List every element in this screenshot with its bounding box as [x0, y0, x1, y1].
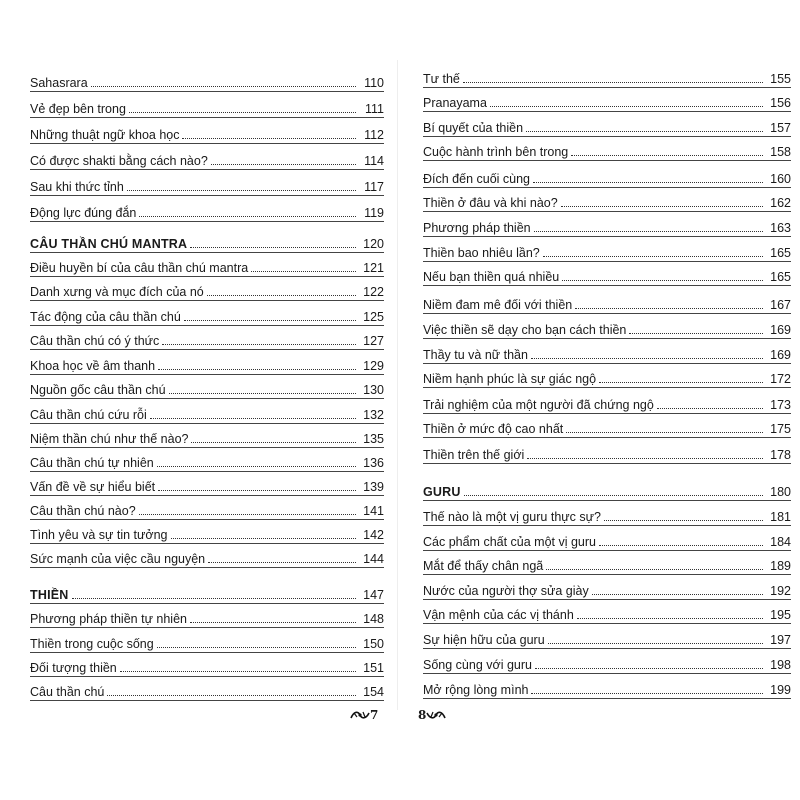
toc-entry-page-number: 127 — [363, 334, 384, 348]
toc-entry-page-number: 197 — [770, 633, 791, 647]
entry-underline — [30, 495, 384, 496]
dot-leader — [129, 100, 356, 113]
toc-entry — [423, 264, 791, 284]
toc-entry — [30, 174, 384, 194]
toc-entry-title: Tình yêu và sự tin tưởng — [30, 528, 168, 542]
toc-entry-page-number: 156 — [770, 96, 791, 110]
dot-leader — [158, 478, 356, 491]
toc-entry — [423, 292, 791, 312]
toc-entry — [423, 342, 791, 362]
toc-entry-page-number: 181 — [770, 510, 791, 524]
toc-entry — [30, 122, 384, 142]
entry-underline — [423, 313, 791, 314]
dot-leader — [657, 396, 763, 409]
toc-entry-page-number: 125 — [363, 310, 384, 324]
toc-entry-title: Sau khi thức tỉnh — [30, 180, 124, 194]
entry-underline — [30, 423, 384, 424]
entry-underline — [30, 471, 384, 472]
entry-underline — [30, 195, 384, 196]
dot-leader — [527, 446, 763, 459]
toc-entry-page-number: 135 — [363, 432, 384, 446]
dot-leader — [526, 119, 763, 132]
toc-entry-page-number: 157 — [770, 121, 791, 135]
toc-entry-title: Vẻ đẹp bên trong — [30, 102, 126, 116]
dot-leader — [592, 582, 763, 595]
toc-entry-page-number: 169 — [770, 348, 791, 362]
dot-leader — [158, 357, 356, 370]
entry-underline — [30, 325, 384, 326]
entry-underline — [30, 252, 384, 253]
dot-leader — [531, 681, 763, 694]
toc-entry-page-number: 184 — [770, 535, 791, 549]
dot-leader — [157, 635, 356, 648]
toc-entry — [423, 529, 791, 549]
entry-underline — [30, 374, 384, 375]
toc-entry — [30, 498, 384, 518]
toc-entry-title: Nếu bạn thiền quá nhiều — [423, 270, 560, 284]
toc-entry-title: Bí quyết của thiền — [423, 121, 524, 135]
toc-entry-title: Điều huyền bí của câu thần chú mantra — [30, 261, 249, 275]
entry-underline — [30, 169, 384, 170]
toc-entry-title: Nguồn gốc câu thần chú — [30, 383, 166, 397]
toc-entry-title: Niềm đam mê đối với thiền — [423, 298, 573, 312]
toc-section-heading — [423, 479, 791, 499]
toc-entry — [30, 304, 384, 324]
toc-entry-title: Khoa học về âm thanh — [30, 359, 156, 373]
entry-underline — [30, 700, 384, 701]
dot-leader — [575, 296, 763, 309]
entry-underline — [423, 550, 791, 551]
dot-leader — [182, 126, 356, 139]
entry-underline — [30, 221, 384, 222]
toc-entry-title: GURU — [423, 485, 461, 499]
toc-entry-page-number: 130 — [363, 383, 384, 397]
dot-leader — [91, 74, 356, 87]
toc-entry-title: Câu thần chú — [30, 685, 105, 699]
dot-leader — [561, 194, 763, 207]
dot-leader — [190, 610, 356, 623]
toc-entry-page-number: 136 — [363, 456, 384, 470]
toc-entry — [30, 328, 384, 348]
entry-underline — [30, 603, 384, 604]
toc-section-heading — [30, 582, 384, 602]
entry-underline — [423, 673, 791, 674]
dot-leader — [139, 204, 356, 217]
page-number-right: 8 — [418, 708, 427, 722]
entry-underline — [423, 648, 791, 649]
entry-underline — [30, 276, 384, 277]
toc-entry — [30, 200, 384, 220]
dot-leader — [184, 308, 356, 321]
toc-entry — [30, 279, 384, 299]
dot-leader — [566, 420, 763, 433]
toc-entry-title: Thiền ở đâu và khi nào? — [423, 196, 558, 210]
dot-leader — [251, 259, 356, 272]
toc-entry-page-number: 189 — [770, 559, 791, 573]
toc-entry-page-number: 167 — [770, 298, 791, 312]
toc-entry-title: Tư thế — [423, 72, 460, 86]
dot-leader — [208, 550, 356, 563]
dot-leader — [531, 346, 763, 359]
toc-entry-title: Mở rộng lòng mình — [423, 683, 529, 697]
dot-leader — [629, 321, 763, 334]
toc-entry-page-number: 169 — [770, 323, 791, 337]
toc-entry-page-number: 147 — [363, 588, 384, 602]
toc-entry-page-number: 122 — [363, 285, 384, 299]
page-gutter — [397, 60, 398, 710]
toc-entry — [423, 317, 791, 337]
toc-entry-page-number: 173 — [770, 398, 791, 412]
toc-entry-title: Câu thần chú nào? — [30, 504, 136, 518]
toc-entry-page-number: 163 — [770, 221, 791, 235]
toc-entry-title: Thầy tu và nữ thần — [423, 348, 528, 362]
dot-leader — [72, 586, 357, 599]
toc-entry — [30, 474, 384, 494]
toc-entry-page-number: 155 — [770, 72, 791, 86]
entry-underline — [423, 236, 791, 237]
toc-entry-title: Phương pháp thiền tự nhiên — [30, 612, 187, 626]
toc-entry-title: Niềm hạnh phúc là sự giác ngộ — [423, 372, 597, 386]
toc-entry-title: THIỀN — [30, 588, 69, 602]
toc-entry — [423, 578, 791, 598]
toc-entry-page-number: 199 — [770, 683, 791, 697]
footer-right — [418, 708, 446, 722]
toc-entry — [423, 504, 791, 524]
toc-entry — [30, 631, 384, 651]
toc-entry-title: Sức mạnh của việc cầu nguyện — [30, 552, 206, 566]
toc-entry — [423, 602, 791, 622]
entry-underline — [423, 500, 791, 501]
toc-entry-title: Nước của người thợ sửa giày — [423, 584, 589, 598]
toc-entry — [30, 426, 384, 446]
toc-entry-title: Phương pháp thiền — [423, 221, 531, 235]
toc-entry-title: CÂU THẦN CHÚ MANTRA — [30, 237, 188, 251]
toc-entry — [30, 679, 384, 699]
toc-entry — [423, 677, 791, 697]
toc-entry — [30, 96, 384, 116]
entry-underline — [423, 525, 791, 526]
toc-entry-page-number: 112 — [364, 128, 384, 142]
toc-entry-page-number: 192 — [770, 584, 791, 598]
toc-entry-page-number: 120 — [363, 237, 384, 251]
entry-underline — [30, 398, 384, 399]
toc-entry-page-number: 180 — [770, 485, 791, 499]
toc-entry — [423, 190, 791, 210]
toc-entry-page-number: 142 — [363, 528, 384, 542]
toc-entry-page-number: 114 — [364, 154, 384, 168]
toc-entry — [30, 148, 384, 168]
toc-entry-title: Tác động của câu thần chú — [30, 310, 181, 324]
toc-entry-title: Đích đến cuối cùng — [423, 172, 531, 186]
toc-entry-title: Đối tượng thiền — [30, 661, 117, 675]
toc-entry-title: Sự hiện hữu của guru — [423, 633, 545, 647]
toc-entry-page-number: 139 — [363, 480, 384, 494]
toc-section-heading — [30, 231, 384, 251]
entry-underline — [423, 111, 791, 112]
toc-entry-title: Câu thần chú cứu rỗi — [30, 408, 147, 422]
toc-entry — [30, 255, 384, 275]
toc-entry-page-number: 165 — [770, 270, 791, 284]
entry-underline — [423, 623, 791, 624]
dot-leader — [150, 406, 356, 419]
toc-entry-title: Thế nào là một vị guru thực sự? — [423, 510, 601, 524]
toc-entry-title: Mắt để thấy chân ngã — [423, 559, 544, 573]
entry-underline — [30, 143, 384, 144]
dot-leader — [120, 659, 356, 672]
dot-leader — [171, 526, 357, 539]
entry-underline — [30, 117, 384, 118]
toc-entry-page-number: 129 — [363, 359, 384, 373]
toc-entry-title: Việc thiền sẽ dạy cho bạn cách thiền — [423, 323, 627, 337]
entry-underline — [423, 463, 791, 464]
toc-entry-title: Thiền trên thế giới — [423, 448, 525, 462]
toc-entry — [423, 416, 791, 436]
toc-entry-title: Thiền trong cuộc sống — [30, 637, 154, 651]
entry-underline — [423, 338, 791, 339]
toc-entry-page-number: 175 — [770, 422, 791, 436]
toc-entry — [30, 70, 384, 90]
dot-leader — [535, 656, 763, 669]
toc-entry-title: Pranayama — [423, 96, 487, 110]
toc-entry-title: Các phẩm chất của một vị guru — [423, 535, 596, 549]
toc-entry-page-number: 154 — [363, 685, 384, 699]
dot-leader — [139, 502, 356, 515]
toc-entry-title: Trải nghiệm của một người đã chứng ngộ — [423, 398, 654, 412]
dot-leader — [211, 152, 356, 165]
entry-underline — [423, 136, 791, 137]
toc-entry — [423, 166, 791, 186]
dot-leader — [534, 219, 763, 232]
toc-entry-title: Vận mệnh của các vị thánh — [423, 608, 574, 622]
toc-entry — [30, 402, 384, 422]
toc-entry-page-number: 150 — [363, 637, 384, 651]
toc-entry-title: Có được shakti bằng cách nào? — [30, 154, 208, 168]
footer-left — [350, 708, 378, 722]
entry-underline — [423, 211, 791, 212]
entry-underline — [30, 349, 384, 350]
entry-underline — [30, 543, 384, 544]
entry-underline — [423, 437, 791, 438]
toc-entry-title: Thiền ở mức độ cao nhất — [423, 422, 564, 436]
entry-underline — [423, 187, 791, 188]
dot-leader — [604, 508, 763, 521]
toc-entry-page-number: 178 — [770, 448, 791, 462]
floral-ornament-icon — [350, 709, 370, 721]
dot-leader — [190, 235, 356, 248]
entry-underline — [30, 627, 384, 628]
toc-entry — [30, 353, 384, 373]
dot-leader — [546, 557, 763, 570]
entry-underline — [423, 87, 791, 88]
toc-entry-title: Động lực đúng đắn — [30, 206, 137, 220]
dot-leader — [107, 683, 356, 696]
entry-underline — [30, 447, 384, 448]
toc-entry-title: Những thuật ngữ khoa học — [30, 128, 180, 142]
entry-underline — [423, 363, 791, 364]
entry-underline — [423, 261, 791, 262]
toc-entry — [30, 655, 384, 675]
dot-leader — [571, 143, 763, 156]
toc-entry-page-number: 195 — [770, 608, 791, 622]
toc-entry — [423, 652, 791, 672]
entry-underline — [30, 676, 384, 677]
toc-entry-page-number: 110 — [364, 76, 384, 90]
toc-entry — [423, 627, 791, 647]
toc-entry — [423, 66, 791, 86]
dot-leader — [599, 370, 763, 383]
dot-leader — [127, 178, 356, 191]
toc-entry — [30, 450, 384, 470]
dot-leader — [548, 631, 763, 644]
dot-leader — [599, 533, 763, 546]
toc-entry-page-number: 111 — [364, 102, 384, 116]
toc-entry — [30, 546, 384, 566]
dot-leader — [490, 94, 763, 107]
toc-entry-page-number: 119 — [364, 206, 384, 220]
entry-underline — [30, 567, 384, 568]
toc-entry-page-number: 132 — [363, 408, 384, 422]
toc-entry — [423, 90, 791, 110]
toc-entry-title: Sống cùng với guru — [423, 658, 532, 672]
dot-leader — [464, 483, 763, 496]
entry-underline — [30, 519, 384, 520]
toc-entry — [423, 240, 791, 260]
dot-leader — [169, 381, 356, 394]
toc-entry-title: Niệm thần chú như thế nào? — [30, 432, 189, 446]
toc-entry — [423, 442, 791, 462]
toc-entry — [423, 139, 791, 159]
dot-leader — [533, 170, 763, 183]
toc-entry — [423, 115, 791, 135]
toc-entry — [423, 215, 791, 235]
dot-leader — [577, 606, 763, 619]
dot-leader — [191, 430, 356, 443]
toc-entry-page-number: 141 — [363, 504, 384, 518]
toc-entry-title: Cuộc hành trình bên trong — [423, 145, 569, 159]
dot-leader — [562, 268, 763, 281]
entry-underline — [30, 91, 384, 92]
entry-underline — [423, 698, 791, 699]
toc-entry — [423, 366, 791, 386]
dot-leader — [162, 332, 356, 345]
toc-entry — [30, 606, 384, 626]
dot-leader — [207, 283, 356, 296]
toc-entry-title: Vấn đề về sự hiểu biết — [30, 480, 156, 494]
entry-underline — [423, 387, 791, 388]
toc-entry-page-number: 158 — [770, 145, 791, 159]
entry-underline — [30, 300, 384, 301]
toc-entry-title: Câu thần chú có ý thức — [30, 334, 160, 348]
entry-underline — [30, 652, 384, 653]
toc-entry-page-number: 121 — [363, 261, 384, 275]
toc-entry — [423, 553, 791, 573]
entry-underline — [423, 574, 791, 575]
toc-entry-page-number: 172 — [770, 372, 791, 386]
toc-entry — [30, 377, 384, 397]
entry-underline — [423, 285, 791, 286]
dot-leader — [157, 454, 356, 467]
floral-ornament-icon — [426, 709, 446, 721]
toc-entry-page-number: 198 — [770, 658, 791, 672]
toc-entry-page-number: 162 — [770, 196, 791, 210]
dot-leader — [543, 244, 763, 257]
toc-entry-page-number: 148 — [363, 612, 384, 626]
toc-entry-page-number: 144 — [363, 552, 384, 566]
toc-entry-title: Danh xưng và mục đích của nó — [30, 285, 204, 299]
toc-entry-page-number: 165 — [770, 246, 791, 260]
entry-underline — [423, 599, 791, 600]
entry-underline — [423, 160, 791, 161]
toc-entry-title: Thiền bao nhiêu lần? — [423, 246, 540, 260]
dot-leader — [463, 70, 763, 83]
toc-entry-title: Câu thần chú tự nhiên — [30, 456, 154, 470]
toc-entry — [423, 392, 791, 412]
toc-entry — [30, 522, 384, 542]
page-number-left: 7 — [370, 708, 379, 722]
entry-underline — [423, 413, 791, 414]
toc-entry-title: Sahasrara — [30, 76, 88, 90]
toc-entry-page-number: 117 — [364, 180, 384, 194]
toc-entry-page-number: 160 — [770, 172, 791, 186]
toc-entry-page-number: 151 — [363, 661, 384, 675]
